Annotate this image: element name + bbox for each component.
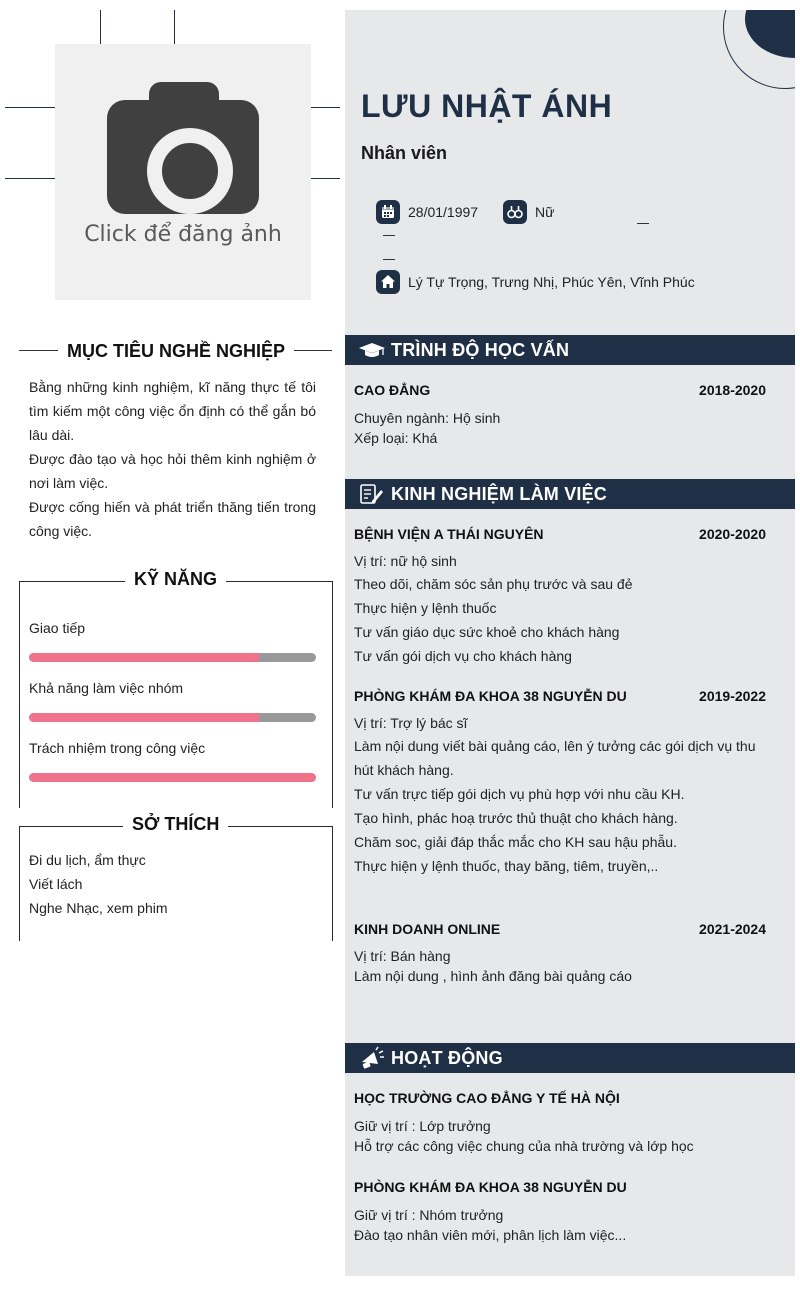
gender: Nữ	[535, 204, 555, 220]
skill-bar-fill	[29, 653, 259, 662]
school-years: 2018-2020	[699, 382, 766, 398]
skill-name: Trách nhiệm trong công việc	[29, 740, 206, 756]
job-duty: Tư vấn gói dịch vụ cho khách hàng	[354, 648, 572, 664]
frame-line	[311, 107, 340, 108]
photo-upload-label: Click để đăng ảnh	[84, 222, 282, 247]
job-duty: Thực hiện y lệnh thuốc	[354, 600, 497, 616]
home-icon	[376, 270, 400, 294]
activity-details	[354, 1116, 764, 1156]
placeholder-line	[383, 259, 395, 260]
company-years: 2021-2024	[699, 921, 766, 937]
activities-header	[345, 1043, 795, 1073]
company-name: BỆNH VIỆN A THÁI NGUYÊN	[354, 526, 544, 542]
full-name: LƯU NHẬT ÁNH	[361, 88, 613, 124]
job-duty: Theo dõi, chăm sóc sản phụ trước và sau đẻ	[354, 576, 633, 592]
company-years: 2020-2020	[699, 526, 766, 542]
right-panel	[345, 10, 795, 1276]
skill-bar-fill	[29, 713, 259, 722]
frame-line	[100, 10, 101, 44]
address: Lý Tự Trọng, Trưng Nhị, Phúc Yên, Vĩnh Phúc	[408, 274, 695, 290]
activity-detail: Đào tạo nhân viên mới, phân lịch làm việc...	[354, 1227, 627, 1243]
experience-title: KINH NGHIỆM LÀM VIỆC	[391, 484, 608, 504]
activities-title: HOẠT ĐỘNG	[391, 1048, 503, 1068]
skill-bar	[29, 653, 316, 662]
job-duty: Tư vấn trực tiếp gói dịch vụ phù hợp với nhu cầu KH.	[354, 786, 685, 802]
skill-bar	[29, 773, 316, 782]
activity-details	[354, 1205, 764, 1245]
job-duty: Tạo hình, phác hoạ trước thủ thuật cho khách hàng.	[354, 810, 678, 826]
job-duty: Tư vấn giáo dục sức khoẻ cho khách hàng	[354, 624, 620, 640]
education-title: TRÌNH ĐỘ HỌC VẤN	[391, 340, 570, 360]
company-years: 2019-2022	[699, 688, 766, 704]
job-duty: Thực hiện y lệnh thuốc, thay băng, tiêm, truyền,..	[354, 858, 659, 874]
frame-line	[311, 178, 340, 179]
job-role: Vị trí: nữ hộ sinh	[354, 553, 457, 569]
activity-detail: Giữ vị trí : Lớp trưởng	[354, 1118, 491, 1134]
school-name: CAO ĐẲNG	[354, 382, 431, 398]
company-name: KINH DOANH ONLINE	[354, 921, 501, 937]
skill-bar	[29, 713, 316, 722]
hobby-item: Viết lách	[29, 876, 83, 892]
placeholder-line	[383, 235, 395, 236]
skill-bar-fill	[29, 773, 316, 782]
activity-org: PHÒNG KHÁM ĐA KHOA 38 NGUYỄN DU	[354, 1179, 627, 1195]
megaphone-icon	[357, 1046, 385, 1070]
date-of-birth: 28/01/1997	[408, 204, 479, 220]
education-detail: Xếp loại: Khá	[354, 430, 438, 446]
skill-name: Khả năng làm việc nhóm	[29, 680, 184, 696]
calendar-icon	[376, 200, 400, 224]
hobby-item: Đi du lịch, ẩm thực	[29, 852, 146, 868]
company-name: PHÒNG KHÁM ĐA KHOA 38 NGUYỄN DU	[354, 688, 627, 704]
education-details	[354, 408, 764, 448]
camera-lens	[147, 128, 233, 214]
document-pen-icon	[357, 482, 385, 506]
frame-line	[174, 10, 175, 44]
job-duty: Làm nội dung viết bài quảng cáo, lên ý tưởng các gói dịch vụ thu hút khách hàng.	[354, 738, 756, 778]
job-details	[354, 714, 764, 878]
objective-paragraph: Được cống hiến và phát triển thăng tiến trong công việc.	[29, 499, 316, 539]
job-title: Nhân viên	[361, 143, 448, 163]
gender-icon	[503, 200, 527, 224]
objective-paragraph: Bằng những kinh nghiệm, kĩ năng thực tế tôi tìm kiếm một công việc ổn định có thể gắn bó lâu dài.	[29, 379, 316, 443]
objective-title: MỤC TIÊU NGHỀ NGHIỆP	[58, 341, 294, 361]
graduation-cap-icon	[357, 338, 385, 362]
job-details	[354, 552, 764, 668]
activity-detail: Hỗ trợ các công việc chung của nhà trường và lớp học	[354, 1138, 694, 1154]
objective-paragraph: Được đào tạo và học hỏi thêm kinh nghiệm ở nơi làm việc.	[29, 451, 316, 491]
activity-detail: Giữ vị trí : Nhóm trưởng	[354, 1207, 504, 1223]
hobby-item: Nghe Nhạc, xem phim	[29, 900, 168, 916]
photo-upload[interactable]	[55, 44, 311, 300]
education-detail: Chuyên ngành: Hộ sinh	[354, 410, 501, 426]
frame-line	[5, 178, 55, 179]
job-role: Vị trí: Trợ lý bác sĩ	[354, 715, 468, 731]
job-details	[354, 947, 764, 987]
objective-text	[29, 375, 316, 543]
frame-line	[5, 107, 55, 108]
education-header	[345, 335, 795, 365]
skill-name: Giao tiếp	[29, 620, 86, 636]
job-duty: Chăm soc, giải đáp thắc mắc cho KH sau hậu phẫu.	[354, 834, 677, 850]
activity-org: HỌC TRƯỜNG CAO ĐẲNG Y TẾ HÀ NỘI	[354, 1090, 620, 1106]
job-role: Vị trí: Bán hàng	[354, 948, 451, 964]
placeholder-line	[637, 223, 649, 224]
hobbies-title: SỞ THÍCH	[123, 814, 228, 834]
experience-header	[345, 479, 795, 509]
job-duty: Làm nội dung , hình ảnh đăng bài quảng cáo	[354, 968, 632, 984]
skills-title: KỸ NĂNG	[125, 569, 226, 589]
hobby-list	[29, 848, 319, 920]
